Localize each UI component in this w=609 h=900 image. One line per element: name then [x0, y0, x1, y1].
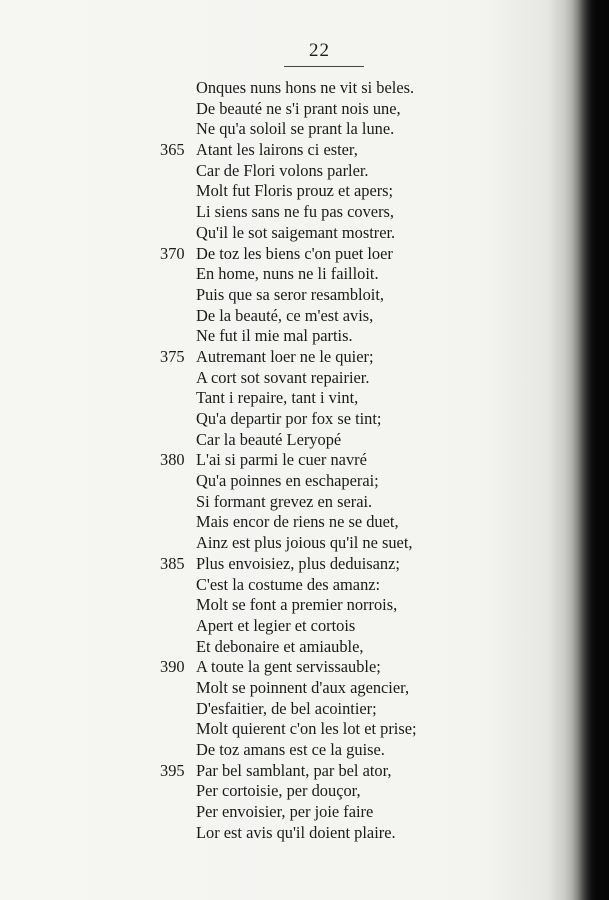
verse-line	[160, 616, 470, 637]
verse-line	[160, 430, 470, 451]
verse-text: Et debonaire et amiauble,	[196, 636, 364, 656]
verse-line	[160, 161, 470, 182]
verse-text: De toz amans est ce la guise.	[196, 740, 385, 759]
verse-line	[160, 347, 470, 368]
verse-text: Car de Flori volons parler.	[196, 160, 369, 180]
verse-line	[160, 657, 470, 678]
verse-line	[160, 368, 470, 389]
verse-text: De beauté ne s'i prant nois une,	[196, 98, 401, 118]
verse-line	[160, 781, 470, 802]
verse-line	[160, 264, 470, 285]
verse-text: Par bel samblant, par bel ator,	[196, 760, 392, 780]
verse-line	[160, 761, 470, 782]
verse-text: Qu'a departir por fox se tint;	[196, 409, 382, 428]
verse-line	[160, 326, 470, 347]
verse-text: Plus envoisiez, plus deduisanz;	[196, 553, 400, 573]
verse-line	[160, 637, 470, 658]
verse-text: De toz les biens c'on puet loer	[196, 243, 393, 263]
verse-line	[160, 244, 470, 265]
verse-line	[160, 575, 470, 596]
verse-text: Molt se poinnent d'aux agencier,	[196, 677, 410, 697]
verse-line	[160, 99, 470, 120]
book-gutter-shadow	[565, 0, 609, 900]
verse-text: Ainz est plus joious qu'il ne suet,	[196, 533, 413, 553]
verse-text: C'est la costume des amanz:	[196, 574, 381, 594]
line-number: 365	[160, 140, 185, 160]
verse-text: Molt se font a premier norrois,	[196, 595, 398, 615]
verse-line	[160, 285, 470, 306]
verse-text: Molt fut Floris prouz et apers;	[196, 181, 394, 201]
verse-block	[160, 78, 470, 843]
verse-text: Onques nuns hons ne vit si beles.	[196, 78, 415, 97]
verse-line	[160, 181, 470, 202]
verse-text: Qu'il le sot saigemant mostrer.	[196, 222, 396, 242]
verse-text: Apert et legier et cortois	[196, 615, 356, 635]
line-number: 390	[160, 657, 185, 677]
line-number: 375	[160, 346, 185, 366]
verse-text: Ne qu'a soloil se prant la lune.	[196, 119, 395, 139]
verse-line	[160, 802, 470, 823]
page-number: 22	[309, 40, 330, 61]
verse-text: D'esfaitier, de bel acointier;	[196, 698, 377, 718]
verse-line	[160, 719, 470, 740]
verse-text: Li siens sans ne fu pas covers,	[196, 202, 395, 222]
line-number: 395	[160, 760, 185, 780]
verse-line	[160, 223, 470, 244]
verse-text: Lor est avis qu'il doient plaire.	[196, 822, 396, 842]
verse-line	[160, 512, 470, 533]
verse-text: L'ai si parmi le cuer navré	[196, 450, 367, 470]
verse-text: Qu'a poinnes en eschaperai;	[196, 471, 379, 491]
verse-line	[160, 678, 470, 699]
verse-text: En home, nuns ne li failloit.	[196, 264, 379, 284]
verse-line	[160, 533, 470, 554]
verse-line	[160, 554, 470, 575]
verse-line	[160, 699, 470, 720]
verse-line	[160, 450, 470, 471]
verse-text: Per envoisier, per joie faire	[196, 802, 374, 822]
verse-text: Si formant grevez en serai.	[196, 491, 373, 511]
verse-text: Car la beauté Leryopé	[196, 429, 342, 449]
verse-text: Molt quierent c'on les lot et prise;	[196, 719, 417, 739]
line-number: 385	[160, 553, 185, 573]
verse-line	[160, 492, 470, 513]
verse-text: De la beauté, ce m'est avis,	[196, 305, 374, 325]
verse-line	[160, 471, 470, 492]
verse-text: A toute la gent servissauble;	[196, 657, 381, 677]
verse-line	[160, 202, 470, 223]
verse-line	[160, 78, 470, 99]
verse-line	[160, 740, 470, 761]
verse-line	[160, 306, 470, 327]
verse-line	[160, 388, 470, 409]
line-number: 370	[160, 243, 185, 263]
verse-line	[160, 119, 470, 140]
verse-text: Ne fut il mie mal partis.	[196, 326, 353, 346]
verse-text: Atant les lairons ci ester,	[196, 140, 358, 160]
verse-line	[160, 823, 470, 844]
verse-line	[160, 140, 470, 161]
verse-line	[160, 409, 470, 430]
verse-text: Puis que sa seror resambloit,	[196, 284, 385, 304]
verse-line	[160, 595, 470, 616]
header-rule	[284, 66, 364, 67]
verse-text: Autremant loer ne le quier;	[196, 346, 374, 366]
verse-text: Mais encor de riens ne se duet,	[196, 512, 399, 532]
verse-text: Tant i repaire, tant i vint,	[196, 388, 359, 408]
verse-text: Per cortoisie, per douçor,	[196, 781, 361, 801]
verse-text: A cort sot sovant repairier.	[196, 367, 370, 387]
line-number: 380	[160, 450, 185, 470]
